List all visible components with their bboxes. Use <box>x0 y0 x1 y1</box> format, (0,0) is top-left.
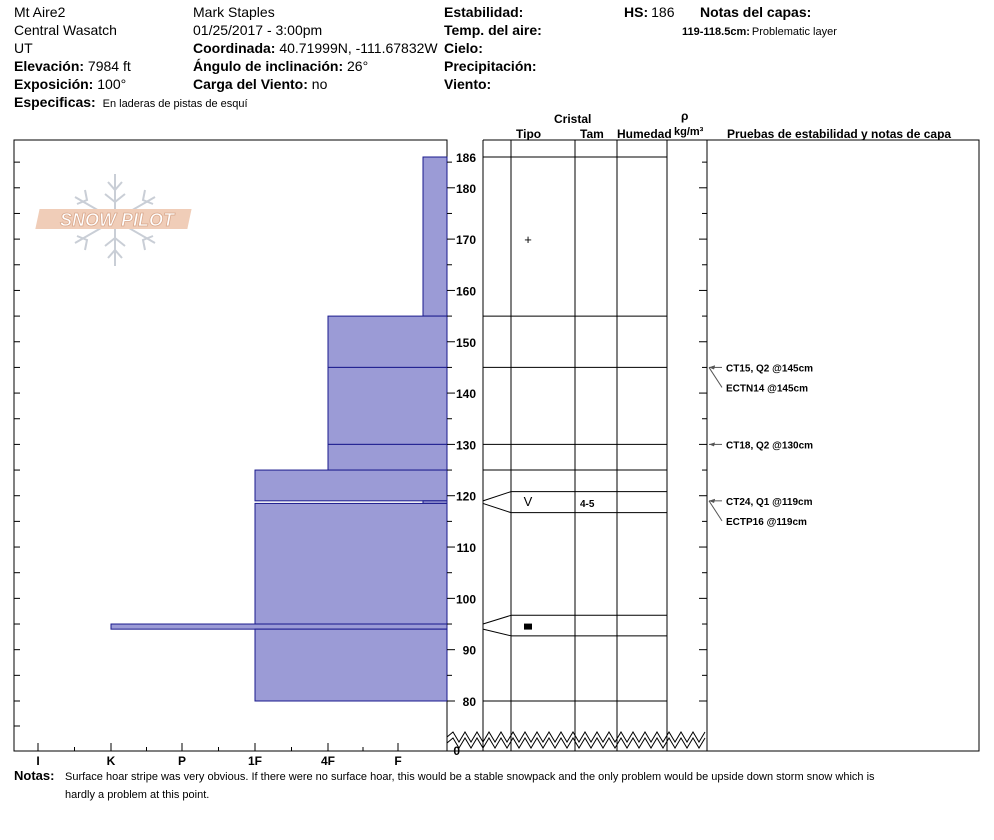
hardness-label-F: F <box>394 754 402 768</box>
stability-test-4: ECTP16 @119cm <box>726 516 807 528</box>
datetime: 01/25/2017 - 3:00pm <box>193 22 323 38</box>
hardness-bar-3 <box>328 444 447 470</box>
hardness-label-K: K <box>106 754 116 768</box>
slope-value: 26° <box>347 58 369 74</box>
col-crystal: Cristal <box>554 112 592 126</box>
crystal-symbol-1: V <box>523 493 533 509</box>
col-moisture: Humedad <box>617 127 672 141</box>
depth-label-186: 186 <box>455 151 476 165</box>
hardness-bar-2 <box>328 367 447 444</box>
wind-load-value: no <box>311 76 328 92</box>
depth-label-80: 80 <box>462 695 476 709</box>
notes-line-1: Surface hoar stripe was very obvious. If there were no surface hoar, this would be a stable snowpack and the only problem would be upside down storm snow which is <box>65 771 875 783</box>
depth-label-100: 100 <box>455 592 476 607</box>
depth-label-130: 130 <box>455 438 476 453</box>
layer-note-text: Problematic layer <box>751 26 837 38</box>
precip-label: Precipitación: <box>444 58 537 74</box>
aspect-value: 100° <box>97 76 127 92</box>
wind-load-label: Carga del Viento: <box>193 76 308 92</box>
hardness-label-1F: 1F <box>247 754 263 768</box>
hardness-bar-8 <box>255 629 447 701</box>
specifics-value: En laderas de pistas de esquí <box>102 98 248 110</box>
notes-label: Notas: <box>14 768 55 783</box>
axis-break-zigzag-upper <box>447 732 705 742</box>
layer-connector-7 <box>483 615 511 624</box>
depth-label-zero: 0 <box>453 744 460 758</box>
depth-label-160: 160 <box>455 284 476 299</box>
location: Mt Aire2 <box>14 4 66 20</box>
crystal-symbol-0: + <box>524 232 532 248</box>
hardness-label-P: P <box>177 754 187 768</box>
layer-connector-5 <box>483 492 511 501</box>
crystal-size-1: 4-5 <box>580 498 595 510</box>
elevation-label: Elevación: <box>14 58 85 74</box>
hardness-label-I: I <box>36 754 40 768</box>
stability-test-0: CT15, Q2 @145cm <box>726 363 814 375</box>
stability-test-1: ECTN14 @145cm <box>726 383 809 395</box>
crystal-symbol-melt-icon <box>524 624 532 630</box>
observer: Mark Staples <box>193 4 275 20</box>
sky-label: Cielo: <box>444 40 483 56</box>
hs-label: HS: <box>624 4 649 20</box>
specifics-label: Especificas: <box>14 94 96 110</box>
col-type: Tipo <box>516 127 542 141</box>
coord-value: 40.71999N, -111.67832W <box>279 40 438 56</box>
layer-connector-6 <box>483 503 511 512</box>
hs-value: 186 <box>651 4 675 20</box>
col-size: Tam <box>580 127 604 141</box>
logo-text: SNOW PILOT <box>60 210 174 230</box>
layer-note-range: 119-118.5cm: <box>682 26 750 38</box>
depth-label-90: 90 <box>462 643 476 658</box>
col-tests: Pruebas de estabilidad y notas de capa <box>727 127 952 141</box>
hardness-bar-6 <box>255 503 447 624</box>
wind-label: Viento: <box>444 76 492 92</box>
range: Central Wasatch <box>14 22 117 38</box>
state: UT <box>14 40 33 56</box>
col-rho: ρ <box>681 109 689 123</box>
layer-notes-label: Notas del capas: <box>700 4 812 20</box>
depth-label-170: 170 <box>455 233 476 248</box>
axis-break-zigzag-lower <box>447 738 705 748</box>
hardness-label-4F: 4F <box>320 754 336 768</box>
hardness-bar-7 <box>111 624 447 629</box>
elevation-value: 7984 ft <box>87 58 131 74</box>
notes-line-2: hardly a problem at this point. <box>65 789 210 801</box>
stability-test-3: CT24, Q1 @119cm <box>726 496 813 508</box>
stability-test-2: CT18, Q2 @130cm <box>726 440 814 452</box>
depth-label-140: 140 <box>455 387 476 402</box>
arrow-icon <box>709 442 715 446</box>
slope-label: Ángulo de inclinación: <box>193 58 344 74</box>
depth-label-110: 110 <box>456 541 476 556</box>
stability-test-pointer-4 <box>709 501 722 521</box>
hardness-bar-1 <box>328 316 447 367</box>
hardness-bar-0 <box>423 157 447 316</box>
coord-label: Coordinada: <box>193 40 276 56</box>
aspect-label: Exposición: <box>14 76 94 92</box>
stability-label: Estabilidad: <box>444 4 524 20</box>
layer-connector-8 <box>483 629 511 636</box>
depth-label-150: 150 <box>455 335 476 350</box>
depth-label-120: 120 <box>455 489 476 504</box>
depth-label-180: 180 <box>455 181 476 196</box>
air-temp-label: Temp. del aire: <box>444 22 542 38</box>
hardness-bar-4 <box>255 470 447 501</box>
stability-test-pointer-1 <box>709 367 722 387</box>
col-density-unit: kg/m³ <box>674 126 704 138</box>
